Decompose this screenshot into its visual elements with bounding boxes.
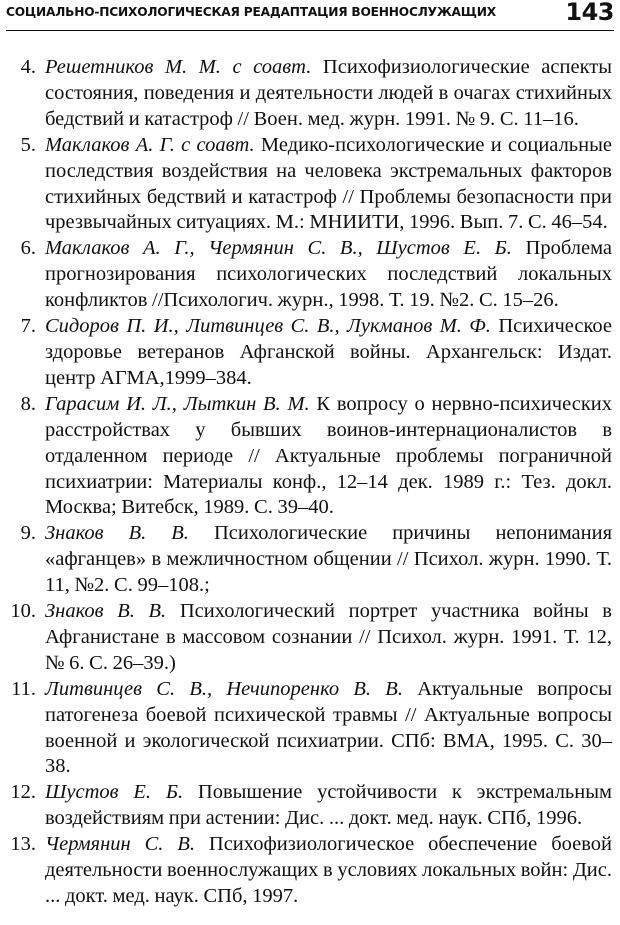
reference-author: Чермянин С. В.	[45, 833, 195, 856]
reference-author: Маклаков А. Г. с соавт.	[45, 133, 255, 156]
reference-number: 5.	[20, 133, 36, 156]
reference-item	[0, 599, 620, 677]
reference-number: 7.	[20, 315, 36, 338]
page-number: 143	[565, 0, 614, 26]
reference-list	[0, 55, 620, 910]
reference-author: Знаков В. В.	[45, 600, 167, 623]
reference-item	[0, 55, 620, 133]
reference-number: 4.	[20, 56, 36, 78]
reference-number: 10.	[10, 600, 36, 623]
reference-item	[0, 133, 620, 237]
reference-author: Сидоров П. И., Литвинцев С. В., Лукманов М. Ф.	[45, 315, 491, 338]
reference-item	[0, 780, 620, 832]
running-title: СОЦИАЛЬНО-ПСИХОЛОГИЧЕСКАЯ РЕАДАПТАЦИЯ ВОЕННОСЛУЖАЩИХ	[6, 5, 496, 19]
reference-number: 12.	[10, 781, 36, 804]
reference-author: Шустов Е. Б.	[45, 781, 184, 804]
reference-text: Психологические причины непонимания «афганцев» в межличностном общении // Психол. журн. 1990. Т. 11, №2. С. 99–108.;	[45, 522, 612, 597]
reference-number: 8.	[20, 392, 36, 415]
reference-number: 6.	[20, 237, 36, 260]
reference-number: 13.	[10, 833, 36, 856]
reference-text: Психофизиологические аспекты состояния, поведения и деятельности людей в очагах стихийных бедствий и катастроф // Воен. мед. журн. 1991. № 9. С. 11–16.	[45, 56, 612, 130]
reference-item	[0, 392, 620, 522]
reference-text: К вопросу о нервно-психических расстройствах у бывших воинов-интернационалистов в отдаленном периоде // Актуальные проблемы пограничной психиатрии: Материалы конф., 12–14 дек. 1989 г.: Тез. докл. Москва; Витебск, 1989. С. 39–40.	[45, 392, 612, 519]
reference-text: Актуальные вопросы патогенеза боевой психической травмы // Актуальные вопросы военной и экологической психиатрии. СПб: ВМА, 1995. С. 30–38.	[45, 677, 612, 778]
reference-author: Литвинцев С. В., Нечипоренко В. В.	[45, 677, 403, 700]
reference-text: Психофизиологическое обеспечение боевой деятельности военнослужащих в условиях локальных войн: Дис. ... докт. мед. наук. СПб, 1997.	[45, 833, 612, 907]
reference-text: Медико-психологические и социальные последствия воздействия на человека экстремальных факторов стихийных бедствий и катастроф // Проблемы безопасности при чрезвычайных ситуациях. М.: МНИИТИ, 1996. Вып. 7. С. 46–54.	[45, 133, 612, 234]
reference-text: Психологический портрет участника войны в Афганистане в массовом сознании // Психол. журн. 1991. Т. 12, № 6. С. 26–39.)	[45, 600, 612, 674]
reference-item	[0, 677, 620, 781]
reference-text: Проблема прогнозирования психологических последствий локальных конфликтов //Психологич. журн., 1998. Т. 19. №2. С. 15–26.	[45, 237, 612, 312]
reference-number: 9.	[20, 522, 36, 545]
reference-number: 11.	[11, 677, 36, 700]
reference-item	[0, 832, 620, 910]
reference-item	[0, 314, 620, 392]
reference-item	[0, 521, 620, 599]
reference-author: Маклаков А. Г., Чермянин С. В., Шустов Е. Б.	[45, 237, 512, 260]
reference-text: Повышение устойчивости к экстремальным воздействиям при астении: Дис. ... докт. мед. наук. СПб, 1996.	[45, 781, 612, 830]
reference-item	[0, 236, 620, 314]
running-head	[6, 0, 614, 31]
reference-text: Психическое здоровье ветеранов Афганской войны. Архангельск: Издат. центр АГМА,1999–384.	[45, 315, 612, 389]
reference-author: Знаков В. В.	[45, 522, 189, 545]
reference-author: Гарасим И. Л., Лыткин В. М.	[45, 392, 310, 415]
reference-author: Решетников М. М. с соавт.	[45, 56, 312, 78]
